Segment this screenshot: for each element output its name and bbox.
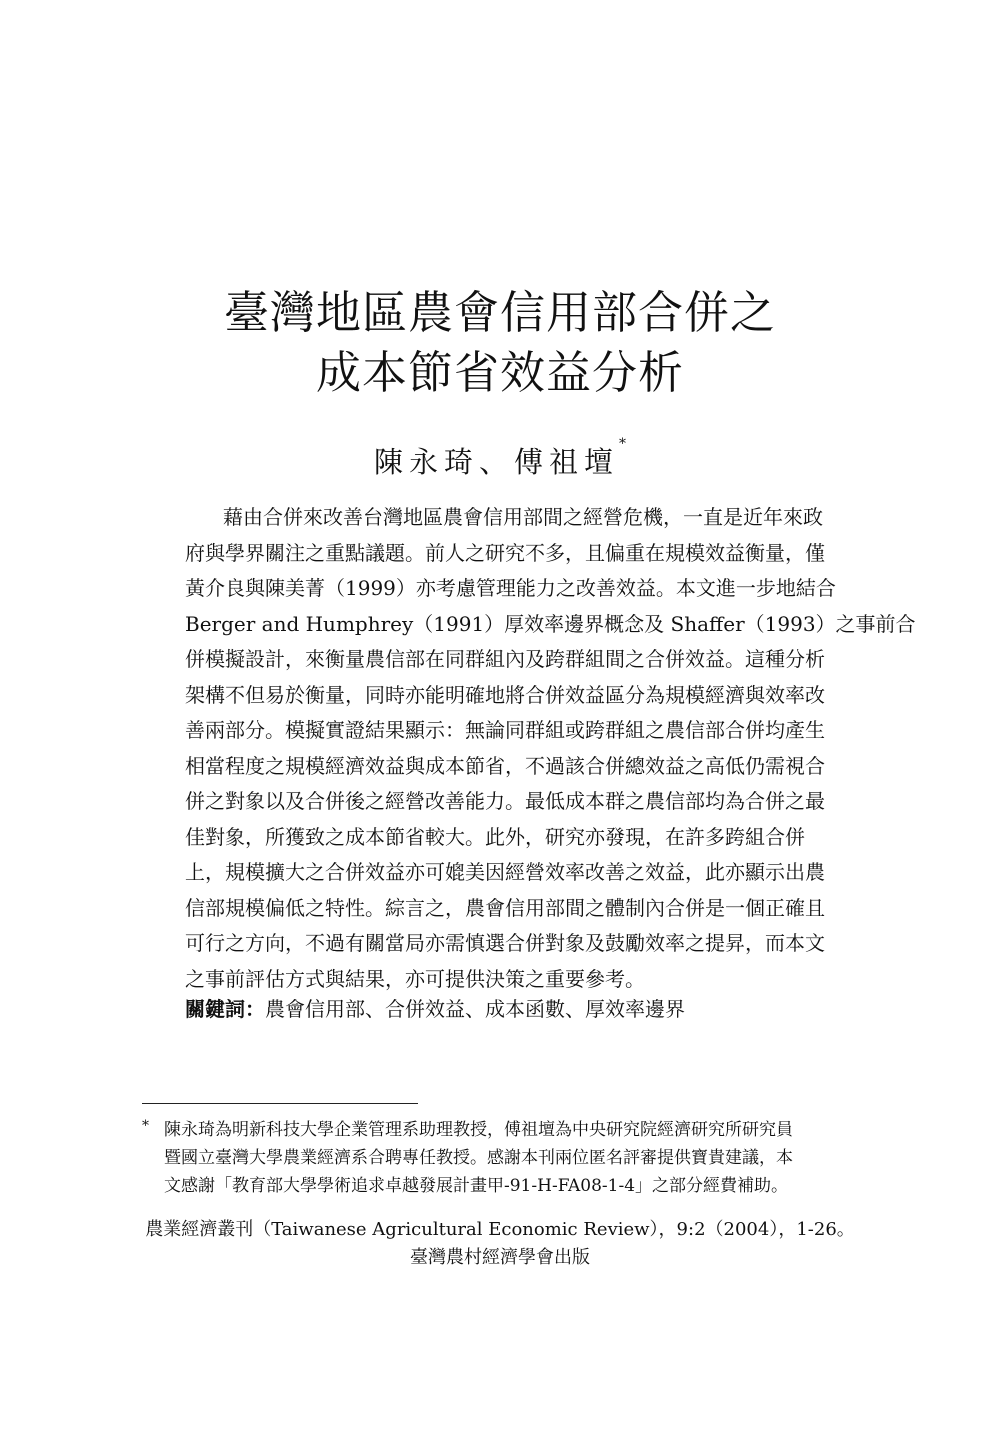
footnote-line: 文感謝「教育部大學學術追求卓越發展計畫甲-91-H-FA08-1-4」之部分經費補助。 [164, 1176, 789, 1196]
footnote-divider [142, 1103, 418, 1104]
publisher-line: 臺灣農村經濟學會出版 [410, 1247, 590, 1268]
abstract-line: 佳對象，所獲致之成本節省較大。此外，研究亦發現，在許多跨組合併 [185, 824, 805, 849]
abstract-line: 可行之方向，不過有關當局亦需慎選合併對象及鼓勵效率之提昇，而本文 [185, 931, 825, 955]
abstract-line: 併之對象以及合併後之經營改善能力。最低成本群之農信部均為合併之最 [185, 789, 825, 813]
abstract [185, 500, 916, 997]
abstract-line: 善兩部分。模擬實證結果顯示：無論同群組或跨群組之農信部合併均產生 [185, 718, 825, 742]
abstract-line: 上，規模擴大之合併效益亦可媲美因經營效率改善之效益，此亦顯示出農 [185, 860, 825, 884]
keywords-terms: 農會信用部、合併效益、成本函數、厚效率邊界 [265, 997, 685, 1021]
author-footnote-marker: * [619, 436, 626, 452]
abstract-line: 架構不但易於衡量，同時亦能明確地將合併效益區分為規模經濟與效率改 [185, 682, 825, 707]
abstract-line: 府與學界關注之重點議題。前人之研究不多，且偏重在規模效益衡量，僅 [185, 540, 825, 565]
paper-title-line-2: 成本節省效益分析 [315, 346, 684, 399]
footnote [142, 1116, 862, 1200]
journal-citation: 農業經濟叢刊（Taiwanese Agricultural Economic Review），9:2（2004），1-26。 [145, 1219, 855, 1240]
abstract-line: 相當程度之規模經濟效益與成本節省，不過該合併總效益之高低仍需視合 [185, 753, 825, 778]
abstract-line: 黃介良與陳美菁（1999）亦考慮管理能力之改善效益。本文進一步地結合 [185, 576, 836, 600]
paper-title-line-1: 臺灣地區農會信用部合併之 [223, 286, 776, 339]
footnote-marker: * [142, 1118, 149, 1134]
abstract-line: 藉由合併來改善台灣地區農會信用部間之經營危機，一直是近年來政 [223, 505, 823, 529]
keywords-label: 關鍵詞： [185, 997, 265, 1021]
author-names [0, 436, 1000, 481]
abstract-line: 之事前評估方式與結果，亦可提供決策之重要參考。 [185, 966, 645, 991]
footnote-line: 暨國立臺灣大學農業經濟系合聘專任教授。感謝本刊兩位匿名評審提供寶貴建議，本 [164, 1148, 793, 1168]
footnote-line: 陳永琦為明新科技大學企業管理系助理教授，傅祖壇為中央研究院經濟研究所研究員 [164, 1120, 793, 1140]
abstract-line: 併模擬設計，來衡量農信部在同群組內及跨群組間之合併效益。這種分析 [185, 647, 825, 671]
abstract-line: 信部規模偏低之特性。綜言之，農會信用部間之體制內合併是一個正確且 [185, 895, 825, 920]
keywords [185, 992, 825, 1027]
author-names-text: 陳永琦、傅祖壇 [373, 445, 619, 479]
abstract-line: Berger and Humphrey（1991）厚效率邊界概念及 Shaffer（1993）之事前合 [185, 611, 916, 636]
